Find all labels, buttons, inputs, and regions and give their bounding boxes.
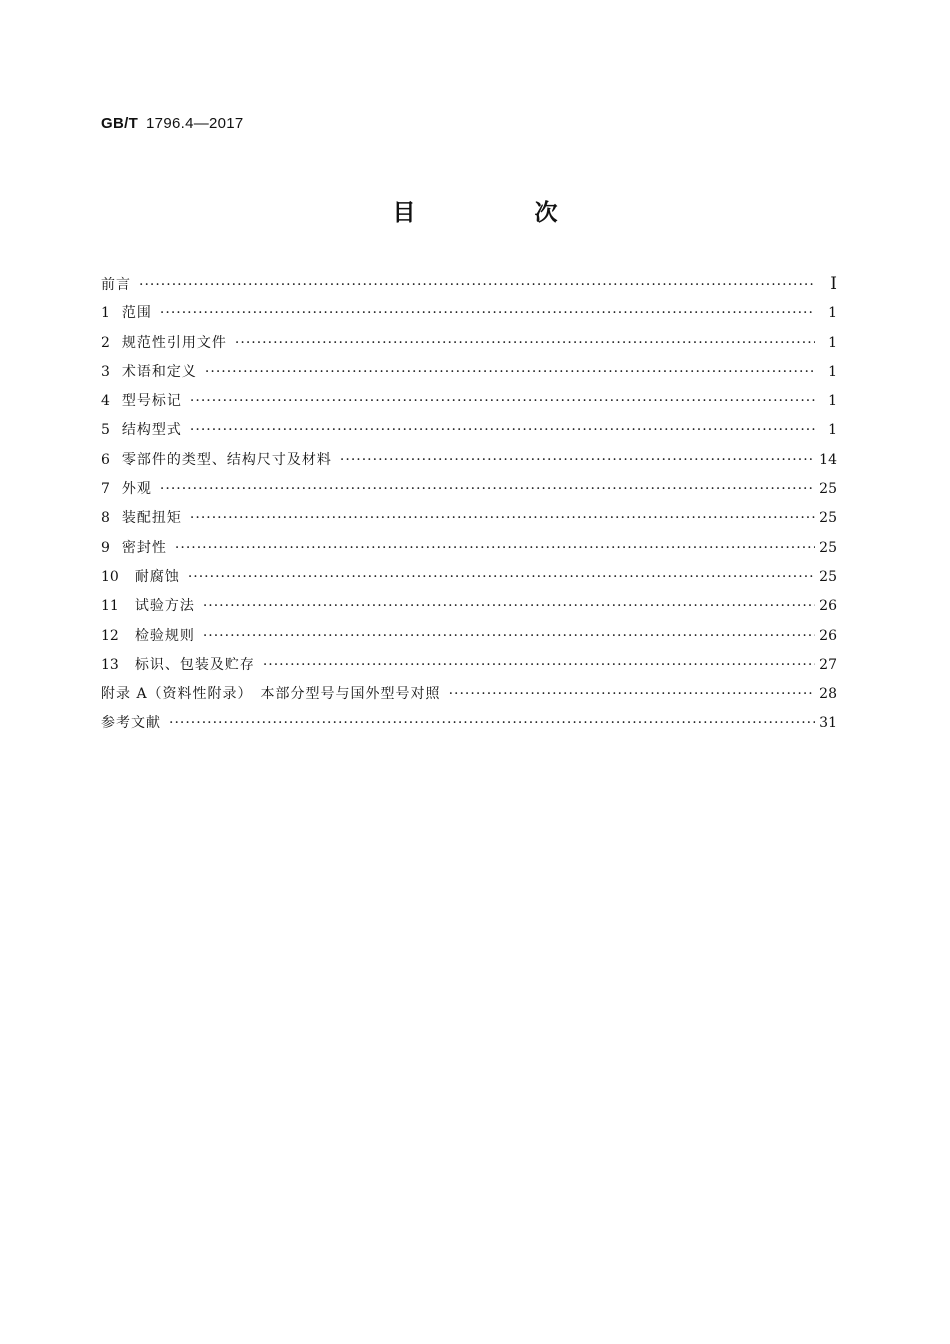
toc-entry-page: 25	[819, 510, 837, 527]
toc-entry-label: 结构型式	[121, 422, 182, 439]
toc-entry-label: 外观	[121, 481, 152, 498]
toc-entry-page: I	[830, 274, 837, 294]
dot-leader	[175, 534, 815, 563]
dot-leader	[205, 358, 815, 387]
toc-entry-number: 6	[101, 451, 110, 468]
toc-entry-components[interactable]	[101, 446, 837, 475]
toc-entry-number: 13	[101, 656, 119, 673]
toc-entry-normative-references[interactable]	[101, 329, 837, 358]
toc-entry-page: 1	[828, 305, 837, 322]
dot-leader	[160, 299, 815, 328]
dot-leader	[190, 387, 815, 416]
toc-entry-number: 12	[101, 627, 119, 644]
dot-leader	[190, 416, 815, 445]
dot-leader	[203, 592, 815, 621]
dot-leader	[190, 504, 815, 533]
toc-entry-label: 附录 A（资料性附录） 本部分型号与国外型号对照	[101, 686, 441, 703]
toc-entry-label: 耐腐蚀	[134, 568, 180, 585]
toc-entry-appendix-a[interactable]	[101, 680, 837, 709]
toc-entry-number: 2	[101, 334, 110, 351]
toc-entry-number: 1	[101, 305, 110, 322]
toc-entry-page: 25	[819, 481, 837, 498]
toc-entry-number: 7	[101, 481, 110, 498]
toc-entry-label: 零部件的类型、结构尺寸及材料	[121, 451, 332, 468]
toc-entry-label: 参考文献	[101, 715, 161, 732]
toc-entry-foreword[interactable]	[101, 270, 837, 299]
toc-entry-page: 25	[819, 539, 837, 556]
standard-number: 1796.4—2017	[146, 115, 244, 132]
toc-entry-test-methods[interactable]	[101, 592, 837, 621]
toc-entry-page: 1	[828, 334, 837, 351]
toc-entry-marking-packaging-storage[interactable]	[101, 651, 837, 680]
toc-entry-page: 26	[819, 598, 837, 615]
toc-entry-page: 1	[828, 393, 837, 410]
toc-entry-label: 密封性	[121, 539, 167, 556]
toc-entry-number: 4	[101, 393, 110, 410]
toc-entry-corrosion-resistance[interactable]	[101, 563, 837, 592]
dot-leader	[340, 446, 815, 475]
dot-leader	[203, 622, 815, 651]
toc-entry-number: 10	[101, 568, 119, 585]
toc-entry-label: 试验方法	[134, 598, 195, 615]
document-code	[101, 114, 244, 132]
toc-entry-label: 规范性引用文件	[121, 334, 227, 351]
toc-entry-sealing[interactable]	[101, 534, 837, 563]
toc-entry-number: 9	[101, 539, 110, 556]
toc-entry-page: 25	[819, 568, 837, 585]
toc-entry-page: 26	[819, 627, 837, 644]
standard-prefix: GB/T	[101, 115, 139, 132]
toc-title: 目 次	[392, 200, 606, 226]
toc-entry-page: 28	[819, 686, 837, 703]
toc-entry-label: 装配扭矩	[121, 510, 182, 527]
toc-entry-label: 前言	[101, 277, 131, 293]
dot-leader	[188, 563, 815, 592]
toc-entry-number: 3	[101, 363, 110, 380]
dot-leader	[263, 651, 815, 680]
toc-entry-scope[interactable]	[101, 299, 837, 328]
toc-entry-label: 术语和定义	[121, 363, 197, 380]
toc-entry-structure-type[interactable]	[101, 416, 837, 445]
toc-entry-number: 8	[101, 510, 110, 527]
toc-entry-label: 标识、包装及贮存	[134, 656, 255, 673]
toc-entry-bibliography[interactable]	[101, 709, 837, 738]
toc-entry-page: 31	[819, 715, 837, 732]
dot-leader	[169, 709, 815, 738]
dot-leader	[139, 271, 815, 300]
dot-leader	[449, 680, 815, 709]
toc-entry-label: 检验规则	[134, 627, 195, 644]
dot-leader	[160, 475, 815, 504]
toc-entry-number: 5	[101, 422, 110, 439]
toc-entry-page: 1	[828, 422, 837, 439]
toc-entry-page: 1	[828, 363, 837, 380]
toc-entry-terms-definitions[interactable]	[101, 358, 837, 387]
table-of-contents	[101, 270, 837, 739]
toc-entry-assembly-torque[interactable]	[101, 504, 837, 533]
toc-entry-number: 11	[101, 598, 119, 615]
toc-entry-appearance[interactable]	[101, 475, 837, 504]
toc-entry-inspection-rules[interactable]	[101, 622, 837, 651]
toc-entry-page: 27	[819, 656, 837, 673]
dot-leader	[235, 329, 815, 358]
toc-entry-page: 14	[819, 451, 837, 468]
toc-entry-label: 范围	[121, 305, 152, 322]
toc-entry-model-marking[interactable]	[101, 387, 837, 416]
toc-entry-label: 型号标记	[121, 393, 182, 410]
